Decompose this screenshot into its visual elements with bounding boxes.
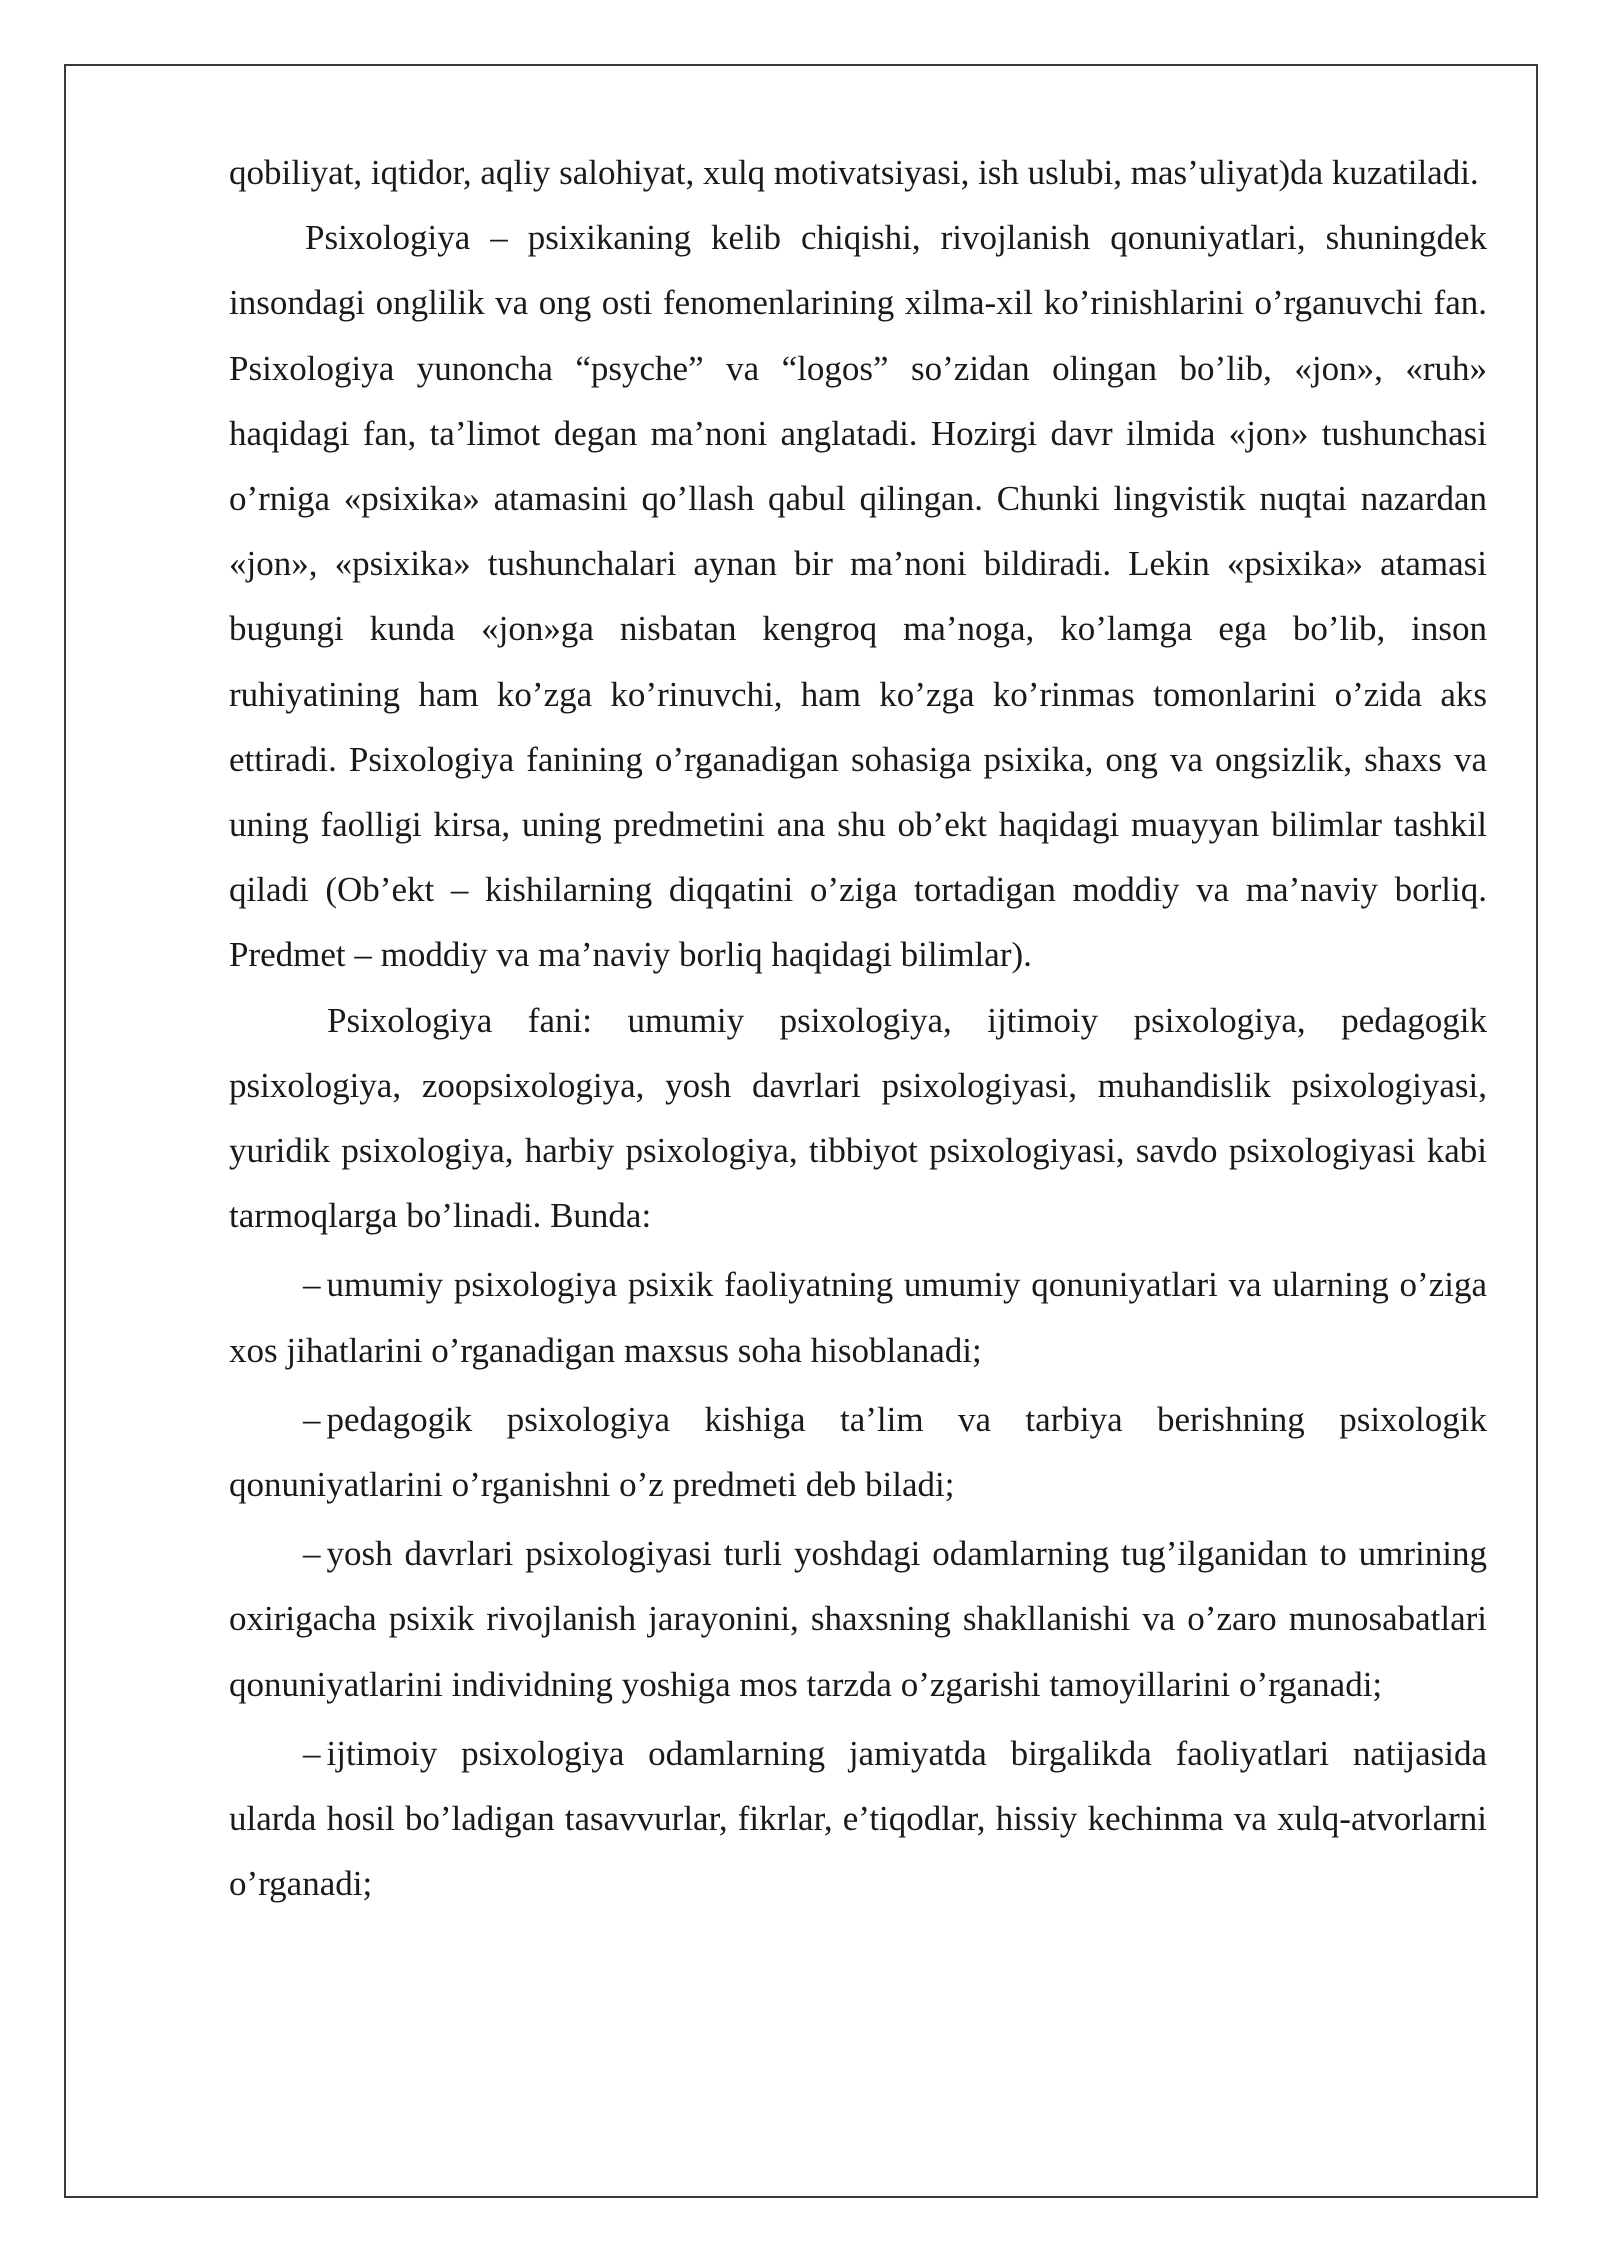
- list-item-text: yosh davrlari psixologiyasi turli yoshdagi odamlarning tug’ilganidan to umrining oxirigacha psixik rivojlanish jarayonini, shaxsning shakllanishi va o’zaro munosabatlari qonuniyatlarini individning yoshiga mos tarzda o’zgarishi tamoyillarini o’rganadi;: [229, 1534, 1487, 1704]
- dash-marker: –: [303, 1733, 321, 1773]
- list-item-text: ijtimoiy psixologiya odamlarning jamiyatda birgalikda faoliyatlari natijasida ularda hosil bo’ladigan tasavvurlar, fikrlar, e’tiqodlar, hissiy kechinma va xulq-atvorlarni o’rganadi;: [229, 1733, 1487, 1904]
- dash-marker: –: [303, 1265, 321, 1305]
- dash-marker: –: [303, 1399, 321, 1439]
- list-item: [229, 1521, 1487, 1717]
- list-item-text: pedagogik psixologiya kishiga ta’lim va tarbiya berishning psixologik qonuniyatlarini o’rganishni o’z predmeti deb biladi;: [229, 1399, 1487, 1505]
- paragraph-psixologiya-branches: Psixologiya fani: umumiy psixologiya, ijtimoiy psixologiya, pedagogik psixologiya, zoopsixologiya, yosh davrlari psixologiyasi, muhandislik psixologiyasi, yuridik psixologiya, harbiy psixologiya, tibbiyot psixologiyasi, savdo psixologiyasi kabi tarmoqlarga bo’linadi. Bunda:: [229, 1000, 1487, 1236]
- list-item-text: umumiy psixologiya psixik faoliyatning umumiy qonuniyatlari va ularning o’ziga xos jihatlarini o’rganadigan maxsus soha hisoblanadi;: [229, 1265, 1487, 1370]
- paragraph-psixologiya-definition: Psixologiya – psixikaning kelib chiqishi, rivojlanish qonuniyatlari, shuningdek insondagi onglilik va ong osti fenomenlarining xilma-xil ko’rinishlarini o’rganuvchi fan. Psixologiya yunoncha “psyche” va “logos” so’zidan olingan bo’lib, «jon», «ruh» haqidagi fan, ta’limot degan ma’noni anglatadi. Hozirgi davr ilmida «jon» tushunchasi o’rniga «psixika» atamasini qo’llash qabul qilingan. Chunki lingvistik nuqtai nazardan «jon», «psixika» tushunchalari aynan bir ma’noni bildiradi. Lekin «psixika» atamasi bugungi kunda «jon»ga nisbatan kengroq ma’noga, ko’lamga ega bo’lib, inson ruhiyatining ham ko’zga ko’rinuvchi, ham ko’zga ko’rinmas tomonlarini o’zida aks ettiradi. Psixologiya fanining o’rganadigan sohasiga psixika, ong va ongsizlik, shaxs va uning faolligi kirsa, uning predmetini ana shu ob’ekt haqidagi muayyan bilimlar tashkil qiladi (Ob’ekt – kishilarning diqqatini o’ziga tortadigan moddiy va ma’naviy borliq. Predmet – moddiy va ma’naviy borliq haqidagi bilimlar).: [229, 218, 1487, 975]
- paragraph-continuation: qobiliyat, iqtidor, aqliy salohiyat, xulq motivatsiyasi, ish uslubi, mas’uliyat)da kuzatiladi.: [229, 153, 1479, 192]
- list-item: [229, 1387, 1487, 1517]
- list-item: [229, 1721, 1487, 1917]
- dash-marker: –: [303, 1534, 321, 1574]
- document-body: [229, 140, 1487, 1916]
- list-item: [229, 1252, 1487, 1382]
